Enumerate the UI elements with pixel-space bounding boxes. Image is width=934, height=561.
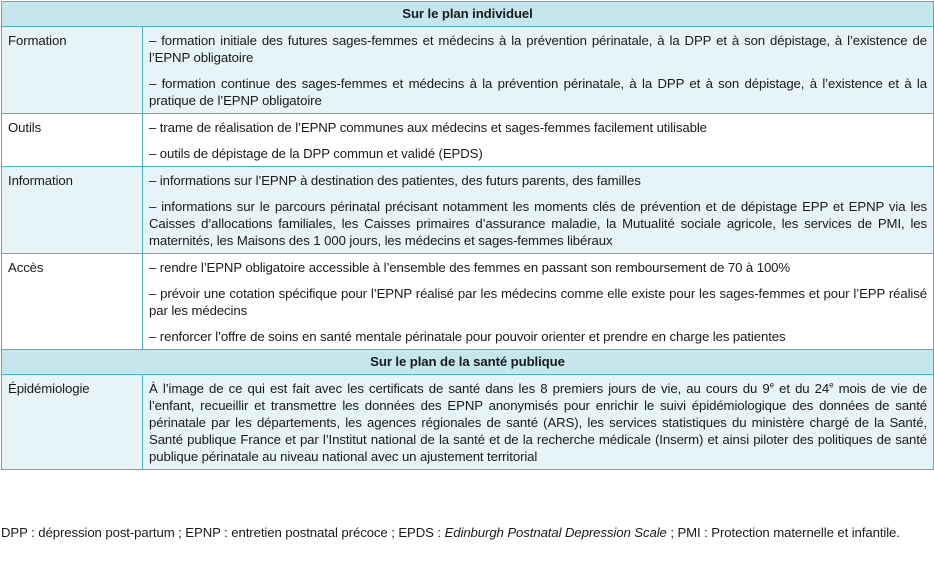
footnote-text: ; PMI : Protection maternelle et infantile.	[666, 525, 900, 540]
list-item: – trame de réalisation de l’EPNP communes aux médecins et sages-femmes facilement utilisable	[149, 120, 707, 135]
list-item: – informations sur l’EPNP à destination des patientes, des futurs parents, des familles	[149, 173, 641, 188]
row-content	[143, 167, 934, 254]
footnote-italic: Edinburgh Postnatal Depression Scale	[444, 525, 667, 540]
list-item: – formation continue des sages-femmes et médecins à la prévention périnatale, à la DPP et à son dépistage, à l’existence et à la pratique de l’EPNP obligatoire	[149, 76, 927, 108]
row-label: Outils	[2, 114, 143, 167]
list-item: – renforcer l’offre de soins en santé mentale périnatale pour pouvoir orienter et prendre en charge les patientes	[149, 329, 786, 344]
list-item: – outils de dépistage de la DPP commun et validé (EPDS)	[149, 146, 483, 161]
recommendations-table	[1, 1, 934, 470]
section-header-public-health: Sur le plan de la santé publique	[2, 350, 934, 375]
list-item: – formation initiale des futures sages-femmes et médecins à la prévention périnatale, à la DPP et à son dépistage, à l’existence de l’EPNP obligatoire	[149, 33, 927, 65]
row-content	[143, 375, 934, 470]
row-label: Formation	[2, 27, 143, 114]
section-header-row	[2, 350, 934, 375]
section-header-row	[2, 2, 934, 27]
row-label: Accès	[2, 254, 143, 350]
row-content	[143, 114, 934, 167]
table-row-formation	[2, 27, 934, 114]
superscript: e	[829, 380, 834, 390]
epidemiology-text	[149, 380, 927, 465]
table-row-outils	[2, 114, 934, 167]
row-content	[143, 254, 934, 350]
text-part: mois de vie de l’enfant, recueillir et transmettre les données des EPNP anonymisés pour enrichir le suivi épidémiologique des données de santé périnatale par les départements, les agences régionales de santé (ARS), les services statistiques du ministère chargé de la Santé, Santé publique France et par l’Institut national de la santé et de la recherche médicale (Inserm) et ainsi piloter des politiques de santé publique périnatale au niveau national avec un ajustement territorial	[149, 381, 927, 464]
table-row-epidemiologie	[2, 375, 934, 470]
list-item: – prévoir une cotation spécifique pour l’EPNP réalisé par les médecins comme elle existe pour les sages-femmes et pour l’EPP réalisé par les médecins	[149, 286, 927, 318]
row-label: Épidémiologie	[2, 375, 143, 470]
table-row-information	[2, 167, 934, 254]
list-item: – informations sur le parcours périnatal précisant notamment les moments clés de prévention et de dépistage EPP et EPNP via les Caisses d’allocations familiales, les Caisses primaires d’assurance maladie, la Mutualité sociale agricole, les services de PMI, les maternités, les Maisons des 1 000 jours, les médecins et sages-femmes libéraux	[149, 199, 927, 248]
footnote	[1, 524, 931, 541]
text-part: À l’image de ce qui est fait avec les certificats de santé dans les 8 premiers jours de vie, au cours du 9	[149, 381, 770, 396]
footnote-text: DPP : dépression post-partum ; EPNP : entretien postnatal précoce ; EPDS :	[1, 525, 445, 540]
row-label: Information	[2, 167, 143, 254]
text-part: et du 24	[774, 381, 830, 396]
list-item: – rendre l’EPNP obligatoire accessible à l’ensemble des femmes en passant son remboursement de 70 à 100%	[149, 260, 791, 275]
table-row-acces	[2, 254, 934, 350]
superscript: e	[769, 380, 774, 390]
section-header-individual: Sur le plan individuel	[2, 2, 934, 27]
row-content	[143, 27, 934, 114]
